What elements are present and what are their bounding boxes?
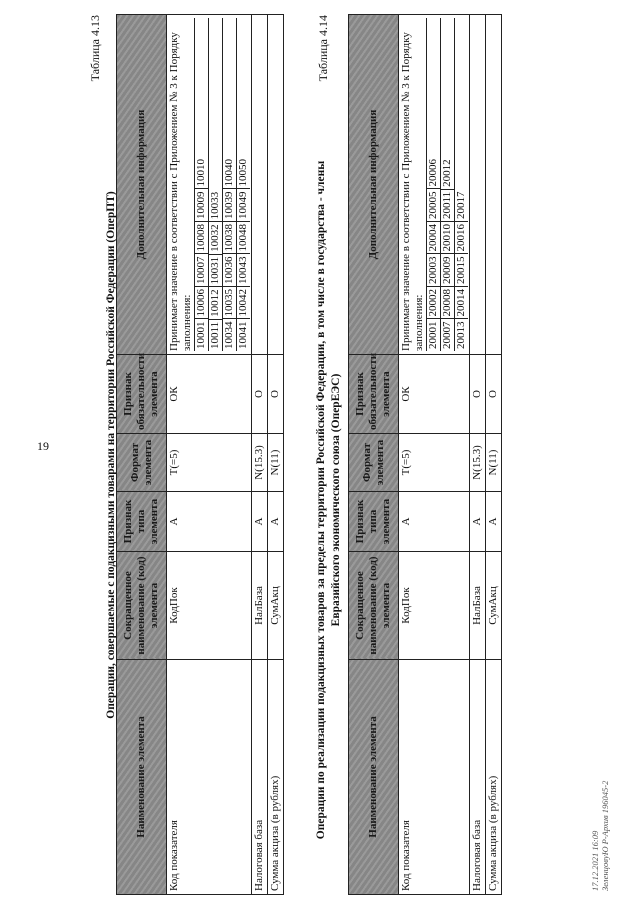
code-value: 10043	[237, 255, 250, 288]
code-value: 20004	[427, 222, 440, 255]
code-value: 20017	[455, 190, 468, 223]
table1-header-row	[117, 15, 167, 895]
table2-header-code: Сокращенное наименование (код) элемента	[349, 552, 399, 660]
cell-name: Код показателя	[399, 660, 470, 895]
code-value: 10031	[209, 255, 222, 288]
code-value: 10011	[209, 321, 221, 349]
cell-name: Код показателя	[167, 660, 252, 895]
cell-required: О	[268, 355, 284, 434]
code-value: 10008	[195, 222, 208, 255]
print-stamp-date: 17.12.2021 16:09	[590, 830, 600, 891]
table2-header-row	[349, 15, 399, 895]
cell-type: А	[486, 492, 502, 552]
cell-type: А	[167, 492, 252, 552]
cell-code: НалБаза	[470, 552, 486, 660]
code-row	[440, 18, 454, 351]
code-row	[222, 18, 236, 351]
cell-format: T(=5)	[167, 434, 252, 492]
table1	[116, 14, 284, 895]
cell-name: Сумма акциза (в рублях)	[268, 660, 284, 895]
code-value: 20008	[441, 287, 454, 320]
code-value: 10049	[237, 190, 250, 223]
code-row	[194, 18, 208, 351]
cell-code: СумАкц	[268, 552, 284, 660]
table-row	[470, 15, 486, 895]
code-value: 10033	[209, 190, 222, 223]
code-row	[236, 18, 250, 351]
code-value: 20010	[441, 222, 454, 255]
cell-info	[167, 15, 252, 355]
code-value: 20011	[441, 190, 454, 222]
table1-header-code: Сокращенное наименование (код) элемента	[117, 552, 167, 660]
cell-required: ОК	[167, 355, 252, 434]
code-value: 10039	[223, 190, 236, 223]
code-value: 10009	[195, 190, 208, 223]
cell-type: А	[399, 492, 470, 552]
print-stamp	[590, 781, 610, 891]
code-value: 10035	[223, 287, 236, 320]
table2	[348, 14, 502, 895]
cell-type: А	[470, 492, 486, 552]
cell-code: КодПок	[167, 552, 252, 660]
cell-info	[268, 15, 284, 355]
cell-required: ОК	[399, 355, 470, 434]
table2-header-format: Формат элемента	[349, 434, 399, 492]
table1-header-name: Наименование элемента	[117, 660, 167, 895]
cell-name: Налоговая база	[470, 660, 486, 895]
code-row	[454, 18, 468, 351]
code-value: 10007	[195, 255, 208, 288]
cell-name: Налоговая база	[252, 660, 268, 895]
code-value: 20006	[427, 157, 440, 190]
code-list	[194, 18, 250, 351]
code-value: 10034	[223, 321, 235, 349]
info-text: Принимает значение в соответствии с Приложением № 3 к Порядку заполнения:	[168, 32, 193, 351]
cell-info	[486, 15, 502, 355]
code-value: 10032	[209, 222, 222, 255]
code-value: 10048	[237, 222, 250, 255]
cell-required: О	[486, 355, 502, 434]
table1-header-type: Признак типа элемента	[117, 492, 167, 552]
table1-header-required: Признак обязательности элемента	[117, 355, 167, 434]
cell-code: КодПок	[399, 552, 470, 660]
code-value: 10050	[237, 157, 250, 190]
code-list	[426, 18, 468, 351]
code-value: 20001	[427, 321, 439, 349]
code-row	[208, 18, 222, 351]
table1-title: Операции, совершаемые с подакцизными товарами на территории Российской Федерации (ОперПТ)	[105, 191, 117, 719]
table2-header-required: Признак обязательности элемента	[349, 355, 399, 434]
code-value: 20007	[441, 321, 453, 349]
cell-format: N(15.3)	[470, 434, 486, 492]
code-value: 20015	[455, 255, 468, 288]
table-row	[252, 15, 268, 895]
table2-header-info: Дополнительная информация	[349, 15, 399, 355]
table-row	[486, 15, 502, 895]
code-value: 10040	[223, 157, 236, 190]
cell-type: А	[252, 492, 268, 552]
code-value: 20009	[441, 255, 454, 288]
code-value: 20013	[455, 321, 467, 349]
cell-format: N(11)	[268, 434, 284, 492]
cell-format: N(15.3)	[252, 434, 268, 492]
table1-header-info: Дополнительная информация	[117, 15, 167, 355]
table1-caption: Таблица 4.13	[88, 15, 102, 82]
code-value: 20002	[427, 287, 440, 320]
cell-format: N(11)	[486, 434, 502, 492]
page-number: 19	[37, 439, 49, 453]
table2-title: Операции по реализации подакцизных товаров за пределы территории Российской Федерации, в том числе в государства - члены Евразийского экономического союза (ОперЕЭС)	[315, 160, 342, 840]
code-value: 10001	[195, 321, 207, 349]
cell-code: НалБаза	[252, 552, 268, 660]
info-text: Принимает значение в соответствии с Приложением № 3 к Порядку заполнения:	[400, 32, 425, 351]
code-value: 10012	[209, 287, 222, 320]
table-row	[268, 15, 284, 895]
cell-code: СумАкц	[486, 552, 502, 660]
cell-type: А	[268, 492, 284, 552]
table2-caption: Таблица 4.14	[316, 15, 330, 82]
table-row	[399, 15, 470, 895]
table-row	[167, 15, 252, 895]
cell-required: О	[252, 355, 268, 434]
code-value: 20014	[455, 287, 468, 320]
code-value: 10041	[237, 321, 249, 349]
code-value: 10010	[195, 157, 208, 190]
code-value: 20003	[427, 255, 440, 288]
cell-name: Сумма акциза (в рублях)	[486, 660, 502, 895]
code-value: 20016	[455, 222, 468, 255]
cell-required: О	[470, 355, 486, 434]
cell-info	[399, 15, 470, 355]
print-stamp-archive: ЗеленцовуЮ Р-Архив 196045-2	[600, 780, 610, 891]
cell-format: T(=5)	[399, 434, 470, 492]
cell-info	[470, 15, 486, 355]
cell-info	[252, 15, 268, 355]
table2-header-type: Признак типа элемента	[349, 492, 399, 552]
table2-header-name: Наименование элемента	[349, 660, 399, 895]
code-value: 20012	[441, 157, 454, 190]
code-value: 10006	[195, 287, 208, 320]
table1-header-format: Формат элемента	[117, 434, 167, 492]
code-value: 10036	[223, 255, 236, 288]
code-value: 20005	[427, 190, 440, 223]
code-row	[426, 18, 440, 351]
code-value: 10042	[237, 287, 250, 320]
code-value: 10038	[223, 222, 236, 255]
